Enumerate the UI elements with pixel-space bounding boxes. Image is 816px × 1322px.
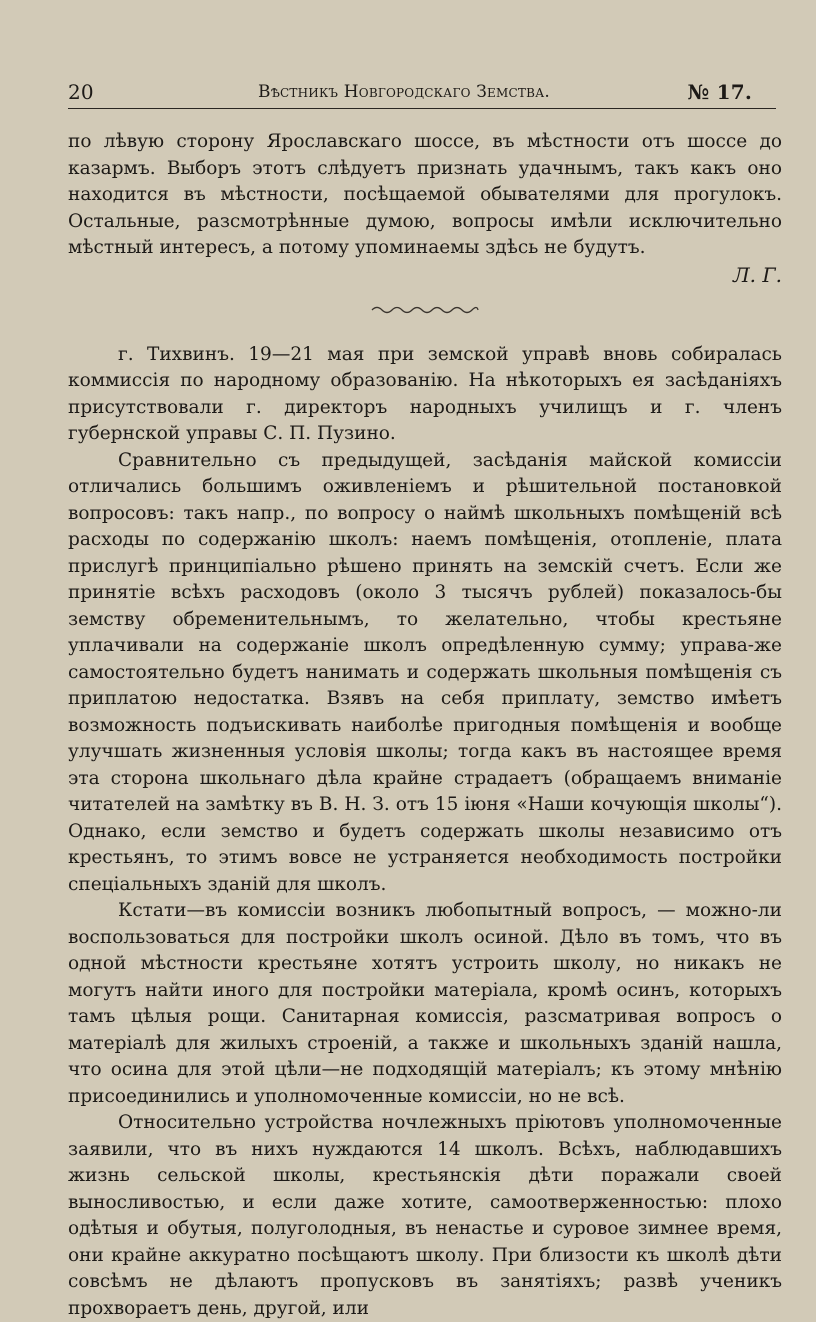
- issue-number: № 17.: [687, 80, 752, 104]
- wavy-rule-icon: [370, 302, 480, 316]
- paragraph-school-expenses: Сравнительно съ предыдущей, засѣданія майской комиссіи отличались большимъ оживленіемъ и рѣшительной постановкой вопросовъ: такъ напр., по вопросу о наймѣ школьныхъ помѣщеній всѣ расходы по содержанію школъ: наемъ помѣщенія, отопленіе, плата прислугѣ принципіально рѣшено принять на земскій счетъ. Если же принятіе всѣхъ расходовъ (около 3 тысячъ рублей) показалось-бы земству обременительнымъ, то желательно, чтобы крестьяне уплачивали на содержаніе школъ опредѣленную сумму; управа-же самостоятельно будетъ нанимать и содержать школьныя помѣщенія съ приплатою недостатка. Взявъ на себя приплату, земство имѣетъ возможность подъискивать наиболѣе пригодныя помѣщенія и вообще улучшать жизненныя условія школы; тогда какъ въ настоящее время эта сторона школьнаго дѣла крайне страдаетъ (обращаемъ вниманіе читателей на замѣтку въ В. Н. З. отъ 15 іюня «Наши кочующія школы“). Однако, если земство и будетъ содержать школы независимо отъ крестьянъ, то этимъ вовсе не устраняется необходимость постройки спеціальныхъ зданій для школъ.: [68, 449, 782, 895]
- running-header: [68, 78, 776, 109]
- author-signature: Л. Г.: [732, 262, 782, 287]
- page-number: 20: [68, 80, 94, 104]
- section-divider-ornament: [68, 302, 782, 324]
- paragraph-shelters: Относительно устройства ночлежныхъ пріютовъ уполномоченные заявили, что въ нихъ нуждаются 14 школъ. Всѣхъ, наблюдавшихъ жизнь сельской школы, крестьянскія дѣти поражали своей выносливостью, и если даже хотите, самоотверженностью: плохо одѣтыя и обутыя, полуголодныя, въ ненастье и суровое зимнее время, они крайне аккуратно посѣщаютъ школу. При близости къ школѣ дѣти совсѣмъ не дѣлаютъ пропусковъ въ занятіяхъ; развѣ ученикъ прохвораетъ день, другой, или: [68, 1112, 782, 1319]
- paragraph-tikhvin-intro: г. Тихвинъ. 19—21 мая при земской управѣ вновь собиралась коммиссія по народному образованію. На нѣкоторыхъ ея засѣданіяхъ присутствовали г. директоръ народныхъ училищъ и г. членъ губернской управы С. П. Пузино.: [68, 343, 782, 444]
- article-body: [68, 129, 782, 1322]
- journal-title: Вѣстникъ Новгородскаго Земства.: [258, 82, 550, 102]
- paragraph-aspen-question: Кстати—въ комиссіи возникъ любопытный вопросъ, — можно-ли воспользоваться для постройки школъ осиной. Дѣло въ томъ, что въ одной мѣстности крестьяне хотятъ устроить школу, но никакъ не могутъ найти иного для постройки матеріала, кромѣ осинъ, которыхъ тамъ цѣлыя рощи. Санитарная комиссія, разсматривая вопросъ о матеріалѣ для жилыхъ строеній, а также и школьныхъ зданій нашла, что осина для этой цѣли—не подходящій матеріалъ; къ этому мнѣнію присоединились и уполномоченные комиссіи, но не всѣ.: [68, 900, 782, 1107]
- paragraph-continuation: по лѣвую сторону Ярославскаго шоссе, въ мѣстности отъ шоссе до казармъ. Выборъ этотъ слѣдуетъ признать удачнымъ, такъ какъ оно находится въ мѣстности, посѣщаемой обывателями для прогулокъ. Остальные, разсмотрѣнные думою, вопросы имѣли исключительно мѣстный интересъ, а потому упоминаемы здѣсь не будутъ.: [68, 131, 782, 258]
